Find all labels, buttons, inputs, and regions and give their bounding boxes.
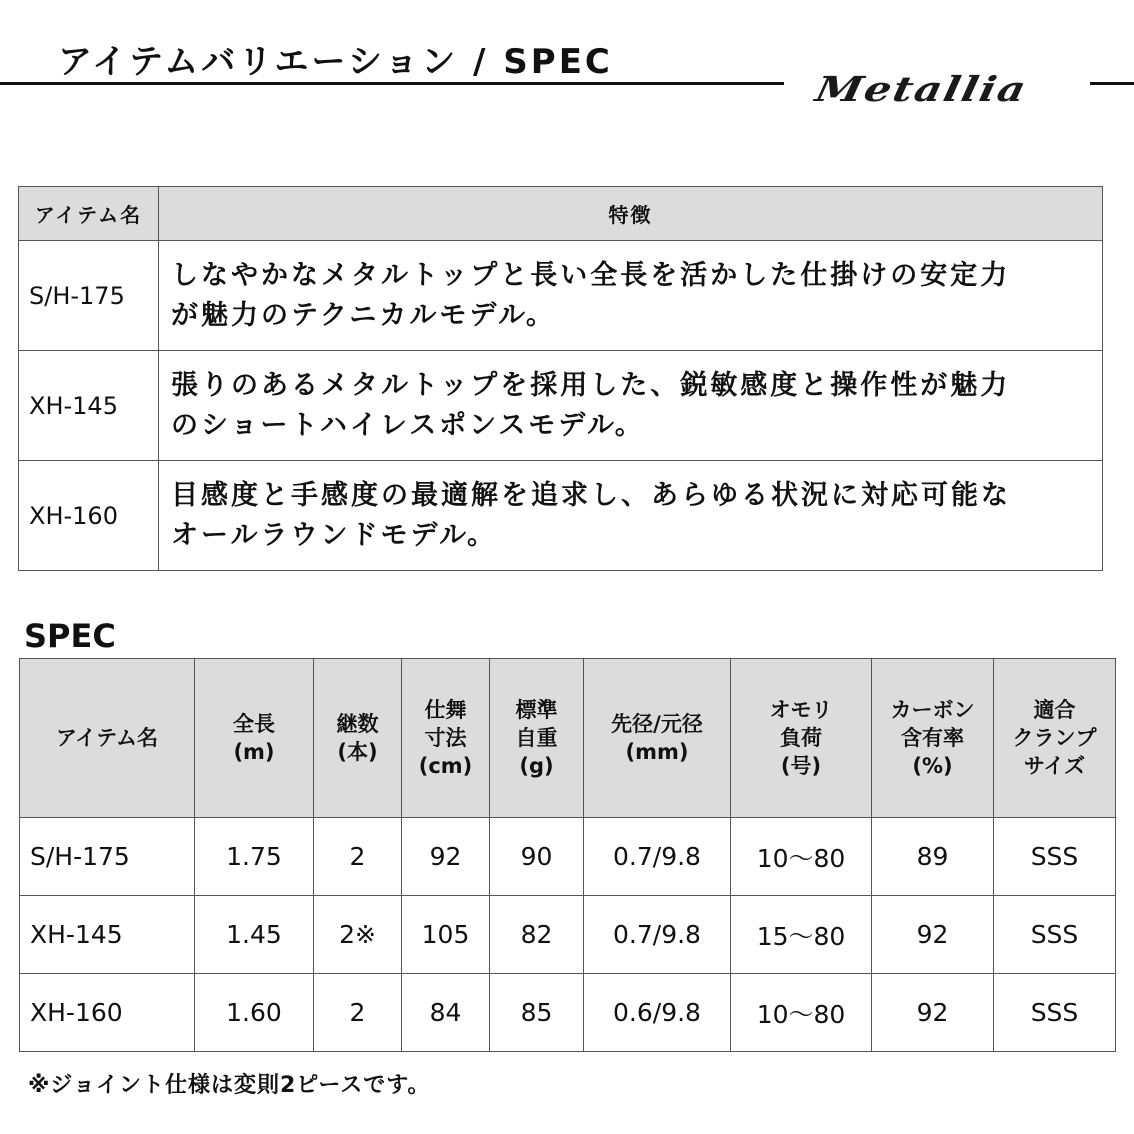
spec-row (20, 974, 1116, 1052)
spec-row (20, 896, 1116, 974)
header-divider-right (1090, 82, 1134, 85)
spec-cell-closed-length: 84 (402, 974, 490, 1052)
spec-header-length: 全長 (m) (195, 659, 314, 818)
spec-cell-sinker-load: 10〜80 (731, 818, 872, 896)
spec-cell-closed-length: 105 (402, 896, 490, 974)
spec-cell-item-name: XH-145 (20, 896, 195, 974)
spec-table (19, 658, 1116, 1052)
spec-header-item-name: アイテム名 (20, 659, 195, 818)
spec-row (20, 818, 1116, 896)
spec-cell-closed-length: 92 (402, 818, 490, 896)
spec-cell-pieces: 2※ (314, 896, 402, 974)
feature-description-line: のショートハイレスポンスモデル。 (171, 409, 645, 441)
feature-item-name: XH-145 (19, 351, 159, 461)
feature-header-feature: 特徴 (159, 187, 1103, 241)
spec-cell-diameter: 0.7/9.8 (584, 818, 731, 896)
spec-header-pieces: 継数 (本) (314, 659, 402, 818)
footnote: ※ジョイント仕様は変則2ピースです。 (28, 1073, 431, 1098)
spec-cell-carbon: 92 (872, 896, 994, 974)
spec-cell-diameter: 0.7/9.8 (584, 896, 731, 974)
spec-cell-length: 1.45 (195, 896, 314, 974)
feature-header-item-name: アイテム名 (19, 187, 159, 241)
spec-heading: SPEC (24, 617, 116, 655)
spec-cell-carbon: 92 (872, 974, 994, 1052)
feature-description-line: 張りのあるメタルトップを採用した、鋭敏感度と操作性が魅力 (171, 369, 1011, 401)
feature-item-name: S/H-175 (19, 241, 159, 351)
spec-header-carbon: カーボン 含有率 (%) (872, 659, 994, 818)
spec-cell-item-name: S/H-175 (20, 818, 195, 896)
feature-description (159, 241, 1103, 351)
spec-header-clamp-size: 適合 クランプ サイズ (994, 659, 1116, 818)
feature-description-line: オールラウンドモデル。 (171, 519, 497, 551)
spec-cell-clamp-size: SSS (994, 896, 1116, 974)
spec-cell-pieces: 2 (314, 974, 402, 1052)
page-title: アイテムバリエーション / SPEC (58, 42, 613, 82)
spec-cell-clamp-size: SSS (994, 974, 1116, 1052)
spec-header-diameter: 先径/元径 (mm) (584, 659, 731, 818)
spec-cell-length: 1.60 (195, 974, 314, 1052)
feature-row (19, 461, 1103, 571)
spec-cell-weight: 90 (490, 818, 584, 896)
spec-cell-item-name: XH-160 (20, 974, 195, 1052)
spec-cell-weight: 85 (490, 974, 584, 1052)
spec-cell-sinker-load: 15〜80 (731, 896, 872, 974)
feature-row (19, 241, 1103, 351)
feature-description-line: 目感度と手感度の最適解を追求し、あらゆる状況に対応可能な (171, 479, 1011, 511)
spec-cell-clamp-size: SSS (994, 818, 1116, 896)
spec-header-weight: 標準 自重 (g) (490, 659, 584, 818)
feature-description (159, 461, 1103, 571)
feature-description (159, 351, 1103, 461)
brand-logo: Metallia (812, 68, 1032, 109)
spec-cell-length: 1.75 (195, 818, 314, 896)
spec-cell-sinker-load: 10〜80 (731, 974, 872, 1052)
spec-cell-diameter: 0.6/9.8 (584, 974, 731, 1052)
feature-table-header (19, 187, 1103, 241)
spec-table-header (20, 659, 1116, 818)
feature-row (19, 351, 1103, 461)
feature-description-line: が魅力のテクニカルモデル。 (171, 299, 556, 331)
spec-cell-pieces: 2 (314, 818, 402, 896)
feature-table (18, 186, 1103, 571)
feature-description-line: しなやかなメタルトップと長い全長を活かした仕掛けの安定力 (171, 259, 1011, 291)
feature-item-name: XH-160 (19, 461, 159, 571)
header-divider-left (0, 82, 784, 85)
spec-header-closed-length: 仕舞 寸法 (cm) (402, 659, 490, 818)
spec-header-sinker-load: オモリ 負荷 (号) (731, 659, 872, 818)
spec-cell-carbon: 89 (872, 818, 994, 896)
spec-cell-weight: 82 (490, 896, 584, 974)
